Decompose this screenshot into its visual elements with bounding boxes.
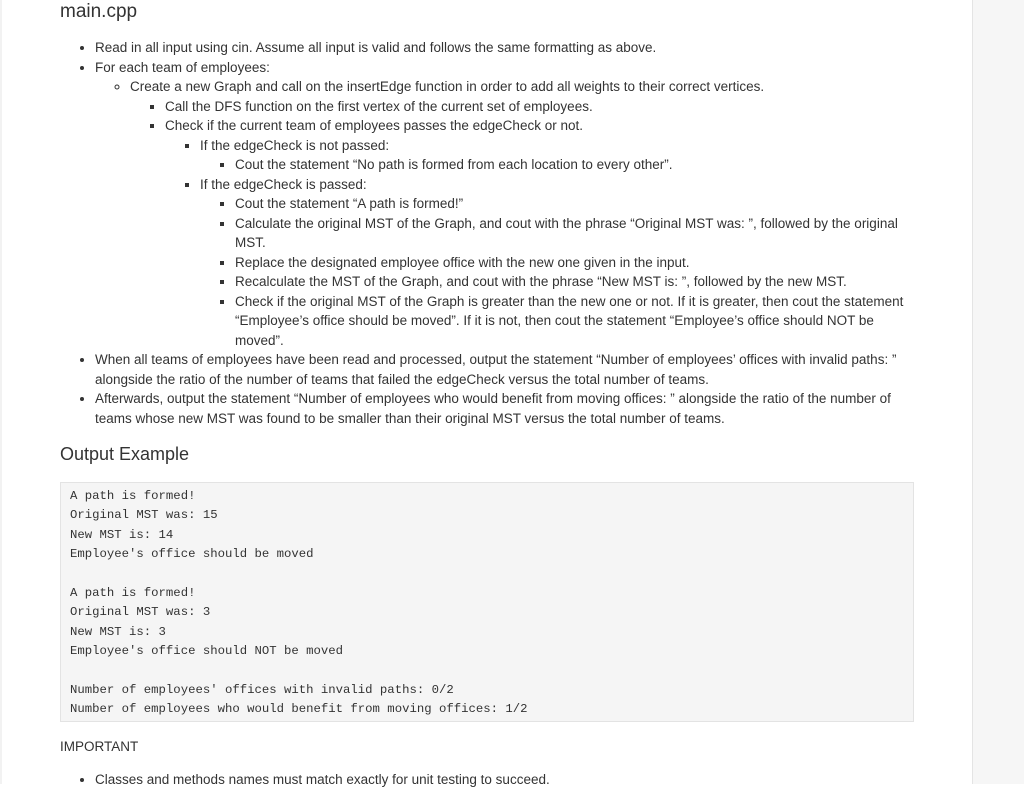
code-line: A path is formed! [70, 489, 196, 503]
list-item-text: Create a new Graph and call on the insertEdge function in order to add all weights to their correct vertices. [130, 79, 765, 94]
list-item: ▪ Call the DFS function on the first vertex of the current set of employees. [165, 97, 925, 117]
page-title: main.cpp [60, 1, 138, 22]
code-line: Number of employees' offices with invalid paths: 0/2 [70, 682, 454, 697]
code-block [60, 482, 914, 722]
left-edge [0, 0, 2, 784]
list-item [130, 77, 925, 350]
list-item: • Classes and methods names must match exactly for unit testing to succeed. [95, 770, 925, 790]
list-item [200, 136, 925, 175]
code-line: Original MST was: 3 [70, 605, 211, 620]
code-line: New MST is: 14 [70, 527, 174, 542]
list-item: ▪ Replace the designated employee office with the new one given in the input. [235, 253, 925, 273]
code-line: Employee's office should be moved [70, 547, 314, 562]
list-item [200, 175, 925, 351]
instruction-list [95, 38, 925, 428]
code-line [70, 662, 904, 681]
nested-list [235, 194, 925, 350]
nested-list [200, 136, 925, 351]
list-item: ▪ Calculate the original MST of the Graph, and cout with the phrase “Original MST was: ”, followed by the original MST. [235, 214, 925, 253]
list-item [165, 116, 925, 350]
list-item: ▪ Check if the original MST of the Graph is greater than the new one or not. If it is greater, then cout the statement “Employee’s office should be moved”. If it is not, then cout the statement “Employee’s office should NOT be moved”. [235, 292, 925, 351]
list-item-text: If the edgeCheck is passed: [200, 176, 367, 192]
code-line: Number of employees who would benefit from moving offices: 1/2 [70, 702, 528, 717]
list-item: ▪ Recalculate the MST of the Graph, and cout with the phrase “New MST is: ”, followed by the new MST. [235, 272, 925, 292]
code-line: Original MST was: 15 [70, 508, 218, 523]
list-item: • Read in all input using cin. Assume all input is valid and follows the same formatting as above. [95, 38, 925, 58]
output-example-heading: Output Example [60, 444, 190, 464]
important-heading: IMPORTANT [60, 739, 139, 754]
list-item [95, 58, 925, 351]
list-item-text: For each team of employees: [95, 59, 270, 75]
nested-list [235, 155, 925, 175]
code-line: Employee's office should NOT be moved [70, 644, 344, 659]
list-item: ▪ Cout the statement “A path is formed!” [235, 194, 925, 214]
code-line: A path is formed! [70, 585, 196, 600]
nested-list [165, 97, 925, 351]
right-side-panel [972, 0, 1024, 784]
important-list [95, 770, 925, 790]
list-item-text: Check if the current team of employees passes the edgeCheck or not. [165, 118, 583, 133]
list-item: ▪ Cout the statement “No path is formed from each location to every other”. [235, 155, 925, 175]
list-item: • When all teams of employees have been read and processed, output the statement “Number of employees’ offices with invalid paths: ” alongside the ratio of the number of teams that failed the edgeCheck versus the total number of teams. [95, 350, 925, 389]
code-line: New MST is: 3 [70, 624, 166, 639]
list-item: • Afterwards, output the statement “Number of employees who would benefit from moving offices: ” alongside the ratio of the number of teams whose new MST was found to be smaller than their original MST versus the total number of teams. [95, 389, 925, 428]
code-line [70, 565, 904, 584]
list-item-text: If the edgeCheck is not passed: [200, 137, 390, 153]
nested-list [130, 77, 925, 350]
